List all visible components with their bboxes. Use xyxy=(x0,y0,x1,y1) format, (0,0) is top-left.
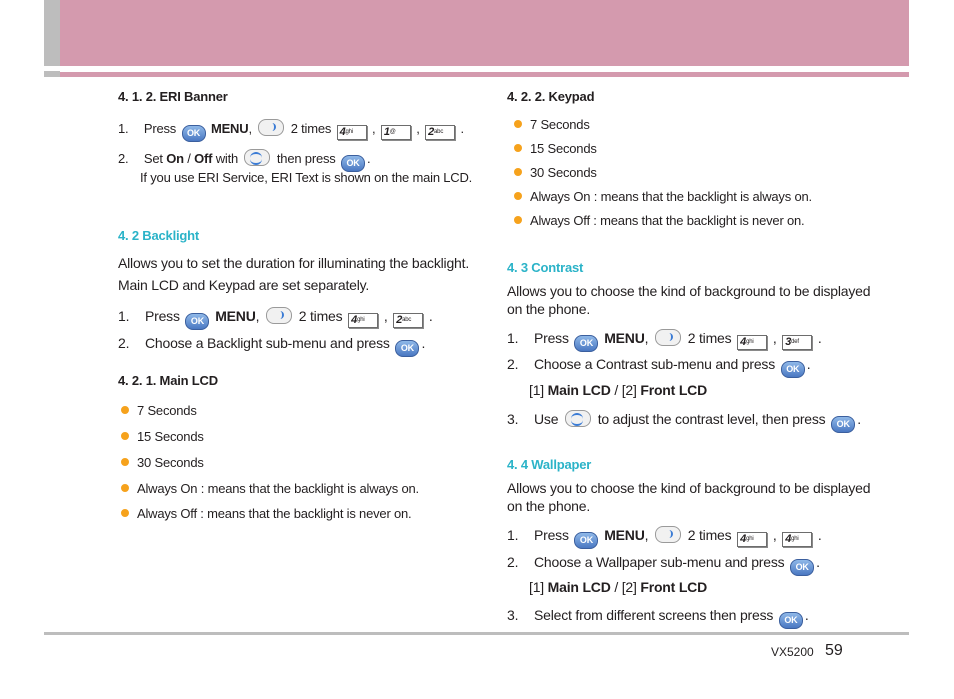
ok-key-icon: OK xyxy=(831,416,855,433)
nav-right-key-icon xyxy=(655,329,681,346)
step-text: Select from different screens then press xyxy=(533,607,774,623)
list-item: 7 Seconds xyxy=(514,117,590,133)
bullet-icon xyxy=(121,458,129,466)
list-item: 30 Seconds xyxy=(514,165,597,181)
list-item: Always Off : means that the backlight is never on. xyxy=(121,506,411,522)
backlight-desc-1: Allows you to set the duration for illuminating the backlight. xyxy=(118,255,470,271)
bullet-icon xyxy=(121,406,129,414)
step-number: 1. xyxy=(118,308,130,324)
eri-step-1: 1. Press OK MENU, 2 times 4ghi , 1@ , 2abc . xyxy=(118,119,464,142)
footer-model: VX5200 xyxy=(771,645,814,659)
header-rule-gray xyxy=(44,71,60,77)
off-label: Off xyxy=(194,151,213,166)
key-4-icon: 4ghi xyxy=(337,125,367,140)
step-number: 2. xyxy=(118,335,130,351)
bullet-icon xyxy=(514,144,522,152)
bullet-icon xyxy=(121,432,129,440)
eri-note: If you use ERI Service, ERI Text is shown on the main LCD. xyxy=(140,170,473,185)
front-lcd-option: Front LCD xyxy=(640,382,707,398)
menu-label: MENU xyxy=(215,308,256,324)
key-1-icon: 1@ xyxy=(381,125,411,140)
keypad-title: 4. 2. 2. Keypad xyxy=(507,89,595,104)
set-label: Set xyxy=(143,151,163,166)
press-label: Press xyxy=(144,308,180,324)
times-label: 2 times xyxy=(298,308,343,324)
with-label: with xyxy=(215,151,239,166)
ok-key-icon: OK xyxy=(779,612,803,629)
list-item: 15 Seconds xyxy=(121,429,204,445)
ok-key-icon: OK xyxy=(395,340,419,357)
ok-key-icon: OK xyxy=(185,313,209,330)
ok-key-icon: OK xyxy=(574,532,598,549)
step-text: Choose a Wallpaper sub-menu and press xyxy=(533,554,785,570)
step-number: 1. xyxy=(118,121,129,136)
menu-label: MENU xyxy=(604,330,645,346)
step-text: to adjust the contrast level, then press xyxy=(597,411,826,427)
ok-key-icon: OK xyxy=(182,125,206,142)
backlight-desc-2: Main LCD and Keypad are set separately. xyxy=(118,277,370,293)
header-gray-block xyxy=(44,0,60,66)
step-text: Choose a Contrast sub-menu and press xyxy=(533,356,776,372)
key-3-icon: 3def xyxy=(782,335,812,350)
contrast-desc-1: Allows you to choose the kind of background to be displayed xyxy=(507,283,871,299)
wallpaper-desc-1: Allows you to choose the kind of background to be displayed xyxy=(507,480,871,496)
on-label: On xyxy=(166,151,184,166)
press-label: Press xyxy=(143,121,177,136)
wallpaper-options: [1] Main LCD / [2] Front LCD xyxy=(529,579,707,595)
footer-rule xyxy=(44,632,909,635)
key-4-icon: 4ghi xyxy=(348,313,378,328)
press-label: Press xyxy=(533,527,569,543)
contrast-options: [1] Main LCD / [2] Front LCD xyxy=(529,382,707,398)
eri-step-2: 2. Set On / Off with then press OK . xyxy=(118,149,370,172)
nav-right-key-icon xyxy=(655,526,681,543)
contrast-step-3: 3. Use to adjust the contrast level, then press OK . xyxy=(507,410,861,433)
step-number: 2. xyxy=(118,151,129,166)
nav-updown-key-icon xyxy=(244,149,270,166)
step-number: 1. xyxy=(507,330,519,346)
key-2-icon: 2abc xyxy=(425,125,455,140)
list-item: Always Off : means that the backlight is never on. xyxy=(514,213,804,229)
ok-key-icon: OK xyxy=(341,155,365,172)
wallpaper-desc-2: on the phone. xyxy=(507,498,591,514)
contrast-step-1: 1. Press OK MENU, 2 times 4ghi , 3def . xyxy=(507,329,822,352)
menu-label: MENU xyxy=(210,121,249,136)
times-label: 2 times xyxy=(687,330,732,346)
main-lcd-title: 4. 2. 1. Main LCD xyxy=(118,373,218,388)
list-item: 7 Seconds xyxy=(121,403,197,419)
contrast-desc-2: on the phone. xyxy=(507,301,591,317)
nav-updown-key-icon xyxy=(565,410,591,427)
contrast-title: 4. 3 Contrast xyxy=(507,260,584,275)
list-item: Always On : means that the backlight is always on. xyxy=(121,481,419,497)
bullet-icon xyxy=(514,168,522,176)
list-item: Always On : means that the backlight is always on. xyxy=(514,189,812,205)
times-label: 2 times xyxy=(290,121,332,136)
bullet-icon xyxy=(514,192,522,200)
step-number: 2. xyxy=(507,554,519,570)
header-rule xyxy=(60,72,909,77)
eri-banner-title: 4. 1. 2. ERI Banner xyxy=(118,89,228,104)
ok-key-icon: OK xyxy=(781,361,805,378)
times-label: 2 times xyxy=(687,527,732,543)
nav-right-key-icon xyxy=(258,119,284,136)
step-number: 3. xyxy=(507,607,519,623)
ok-key-icon: OK xyxy=(790,559,814,576)
bullet-icon xyxy=(121,484,129,492)
step-number: 3. xyxy=(507,411,519,427)
then-press-label: then press xyxy=(276,151,336,166)
front-lcd-option: Front LCD xyxy=(640,579,707,595)
backlight-step-1: 1. Press OK MENU, 2 times 4ghi , 2abc . xyxy=(118,307,433,330)
header-bar xyxy=(60,0,909,66)
key-4-icon: 4ghi xyxy=(737,532,767,547)
menu-label: MENU xyxy=(604,527,645,543)
press-label: Press xyxy=(533,330,569,346)
step-text: Choose a Backlight sub-menu and press xyxy=(144,335,390,351)
key-4-icon: 4ghi xyxy=(737,335,767,350)
bullet-icon xyxy=(121,509,129,517)
bullet-icon xyxy=(514,120,522,128)
backlight-title: 4. 2 Backlight xyxy=(118,228,200,243)
step-number: 2. xyxy=(507,356,519,372)
nav-right-key-icon xyxy=(266,307,292,324)
contrast-step-2: 2. Choose a Contrast sub-menu and press OK . xyxy=(507,356,810,378)
backlight-step-2: 2. Choose a Backlight sub-menu and press OK . xyxy=(118,335,425,357)
wallpaper-step-1: 1. Press OK MENU, 2 times 4ghi , 4ghi . xyxy=(507,526,822,549)
bullet-icon xyxy=(514,216,522,224)
main-lcd-option: Main LCD xyxy=(547,579,611,595)
use-label: Use xyxy=(533,411,559,427)
slash: / xyxy=(183,151,195,166)
main-lcd-option: Main LCD xyxy=(547,382,611,398)
step-number: 1. xyxy=(507,527,519,543)
list-item: 30 Seconds xyxy=(121,455,204,471)
ok-key-icon: OK xyxy=(574,335,598,352)
page-number: 59 xyxy=(825,642,843,659)
key-4-icon: 4ghi xyxy=(782,532,812,547)
list-item: 15 Seconds xyxy=(514,141,597,157)
key-2-icon: 2abc xyxy=(393,313,423,328)
wallpaper-step-2: 2. Choose a Wallpaper sub-menu and press OK . xyxy=(507,554,820,576)
wallpaper-step-3: 3. Select from different screens then press OK . xyxy=(507,607,809,629)
wallpaper-title: 4. 4 Wallpaper xyxy=(507,457,592,472)
